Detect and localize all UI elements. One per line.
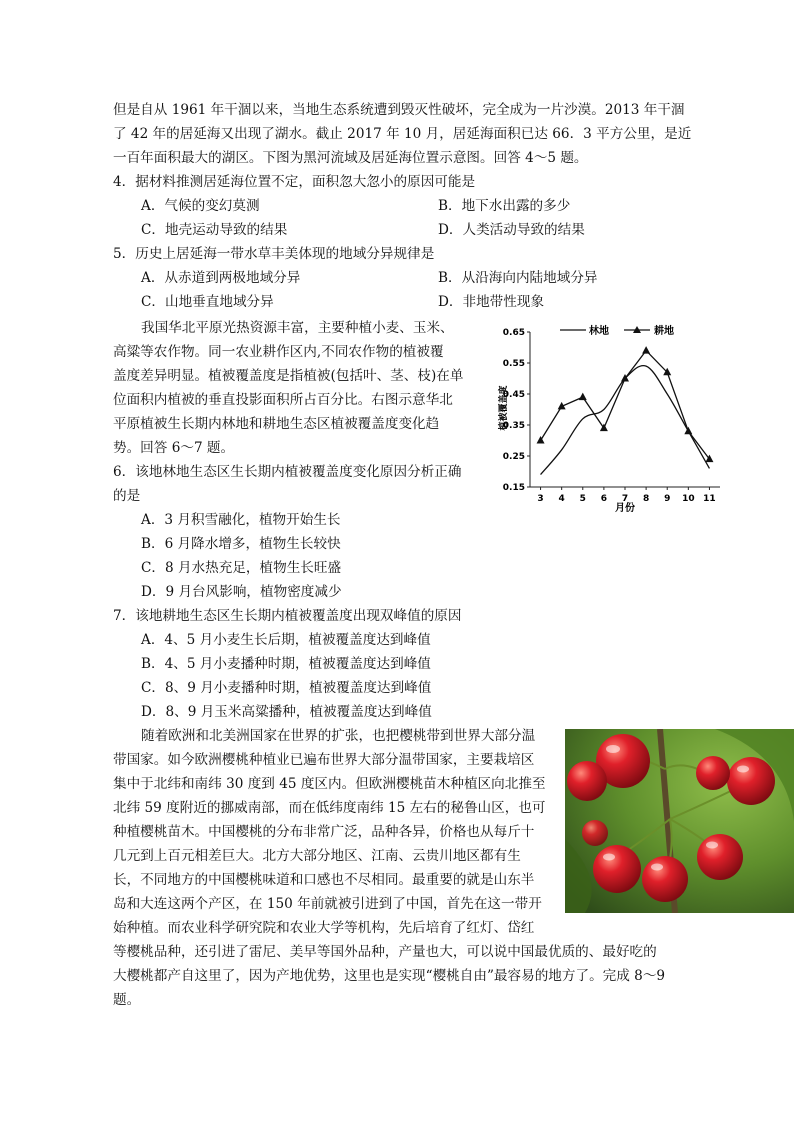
cherry — [642, 856, 688, 902]
q6-option-b: B．6 月降水增多，植物生长较快 — [141, 536, 341, 552]
farmland-data-point — [642, 346, 650, 354]
q4-stem: 4．据材料推测居延海位置不定，面积忽大忽小的原因可能是 — [113, 174, 476, 190]
passage2-line-6: 势。回答 6～7 题。 — [113, 440, 235, 456]
passage2-line-2: 高粱等农作物。同一农业耕作区内,不同农作物的植被覆 — [113, 344, 444, 360]
q5-stem: 5．历史上居延海一带水草丰美体现的地域分异规律是 — [113, 246, 435, 262]
y-tick-label: 0.65 — [502, 328, 525, 338]
cherry — [727, 757, 775, 805]
vegetation-coverage-chart — [492, 318, 728, 514]
cherry-highlight — [651, 864, 663, 871]
q7-option-c: C．8、9 月小麦播种时期，植被覆盖度达到峰值 — [141, 680, 432, 696]
passage3-line-12: 题。 — [113, 992, 141, 1008]
legend-forest-label: 林地 — [589, 326, 609, 337]
passage3-line-5: 种植樱桃苗木。中国樱桃的分布非常广泛，品种各异，价格也从每斤十 — [113, 824, 535, 840]
x-tick-label: 10 — [682, 494, 695, 504]
passage3-line-7: 长，不同地方的中国樱桃味道和口感也不尽相同。最重要的就是山东半 — [113, 872, 535, 888]
cherry-highlight — [706, 842, 718, 849]
farmland-data-point — [579, 393, 587, 401]
passage3-line-11: 大樱桃都产自这里了，因为产地优势，这里也是实现“樱桃自由”最容易的地方了。完成 8～9 — [113, 968, 666, 984]
cherry — [582, 820, 608, 846]
passage3-line-6: 几元到上百元相差巨大。北方大部分地区、江南、云贵川地区都有生 — [113, 848, 521, 864]
cherry-highlight — [737, 766, 749, 773]
cherry — [567, 761, 607, 801]
passage3-line-3: 集中于北纬和南纬 30 度到 45 度区内。但欧洲樱桃苗木种植区向北推至 — [113, 776, 546, 792]
cherry-photo — [565, 729, 794, 913]
y-tick-label: 0.55 — [502, 359, 525, 369]
q7-option-a: A．4、5 月小麦生长后期，植被覆盖度达到峰值 — [141, 632, 431, 648]
passage1-line-1: 但是自从 1961 年干涸以来，当地生态系统遭到毁灭性破坏，完全成为一片沙漠。2013 年干涸 — [113, 102, 685, 118]
q4-option-d: D．人类活动导致的结果 — [438, 222, 585, 238]
q6-option-c: C．8 月水热充足，植物生长旺盛 — [141, 560, 342, 576]
passage3-line-4: 北纬 59 度附近的挪威南部，而在低纬度南纬 15 左右的秘鲁山区，也可 — [113, 800, 546, 816]
q6-option-d: D．9 月台风影响，植物密度减少 — [141, 584, 342, 600]
farmland-data-point — [684, 427, 692, 435]
x-tick-label: 8 — [642, 494, 650, 504]
passage3-line-1: 随着欧洲和北美洲国家在世界的扩张，也把樱桃带到世界大部分温 — [141, 728, 536, 744]
cherry-highlight — [603, 854, 615, 861]
passage3-line-9: 始种植。而农业科学研究院和农业大学等机构，先后培育了红灯、岱红 — [113, 920, 535, 936]
x-tick-label: 7 — [621, 494, 629, 504]
q6-option-a: A．3 月积雪融化，植物开始生长 — [141, 512, 341, 528]
passage1-line-2: 了 42 年的居延海又出现了湖水。截止 2017 年 10 月，居延海面积已达 66．3 平方公里，是近 — [113, 126, 692, 142]
x-tick-label: 9 — [664, 494, 671, 504]
y-tick-label: 0.25 — [502, 452, 525, 462]
x-tick-label: 5 — [579, 494, 586, 504]
x-tick-label: 6 — [600, 494, 608, 504]
passage2-line-3: 盖度差异明显。植被覆盖度是指植被(包括叶、茎、枝)在单 — [113, 368, 464, 384]
x-tick-label: 11 — [703, 494, 716, 504]
q5-option-c: C．山地垂直地域分异 — [141, 294, 274, 310]
q5-option-d: D．非地带性现象 — [438, 294, 545, 310]
x-axis-label: 月份 — [615, 503, 635, 514]
cherry — [696, 756, 730, 790]
q4-option-c: C．地壳运动导致的结果 — [141, 222, 288, 238]
y-tick-label: 0.35 — [502, 421, 525, 431]
passage2-line-1: 我国华北平原光热资源丰富，主要种植小麦、玉米、 — [141, 320, 454, 336]
passage3-line-10: 等樱桃品种，还引进了雷尼、美早等国外品种，产量也大，可以说中国最优质的、最好吃的 — [113, 944, 657, 960]
q6-stem-line-1: 6．该地林地生态区生长期内植被覆盖度变化原因分析正确 — [113, 464, 462, 480]
q5-option-a: A．从赤道到两极地域分异 — [141, 270, 301, 286]
y-tick-label: 0.15 — [502, 483, 525, 493]
q5-option-b: B．从沿海向内陆地域分异 — [438, 270, 598, 286]
x-tick-label: 3 — [537, 494, 544, 504]
passage3-line-8: 岛和大连这两个产区，在 150 年前就被引进到了中国，首先在这一带开 — [113, 896, 542, 912]
q7-option-b: B．4、5 月小麦播种时期，植被覆盖度达到峰值 — [141, 656, 431, 672]
y-tick-label: 0.45 — [502, 390, 525, 400]
q4-option-b: B．地下水出露的多少 — [438, 198, 571, 214]
legend-farmland-label: 耕地 — [654, 326, 674, 337]
y-axis-label: 植被覆盖度 — [499, 385, 509, 431]
passage3-line-2: 带国家。如今欧洲樱桃种植业已遍布世界大部分温带国家，主要栽培区 — [113, 752, 535, 768]
x-tick-label: 4 — [558, 494, 565, 504]
passage2-line-5: 平原植被生长期内林地和耕地生态区植被覆盖度变化趋 — [113, 416, 440, 432]
cherry — [697, 834, 743, 880]
q4-option-a: A．气候的变幻莫测 — [141, 198, 260, 214]
q6-stem-line-2: 的是 — [113, 488, 141, 504]
passage2-line-4: 位面积内植被的垂直投影面积所占百分比。右图示意华北 — [113, 392, 453, 408]
passage1-line-3: 一百年面积最大的湖区。下图为黑河流域及居延海位置示意图。回答 4～5 题。 — [113, 150, 588, 166]
q7-option-d: D．8、9 月玉米高粱播种，植被覆盖度达到峰值 — [141, 704, 432, 720]
q7-stem: 7．该地耕地生态区生长期内植被覆盖度出现双峰值的原因 — [113, 608, 462, 624]
cherry-highlight — [606, 745, 620, 753]
cherry — [593, 845, 641, 893]
